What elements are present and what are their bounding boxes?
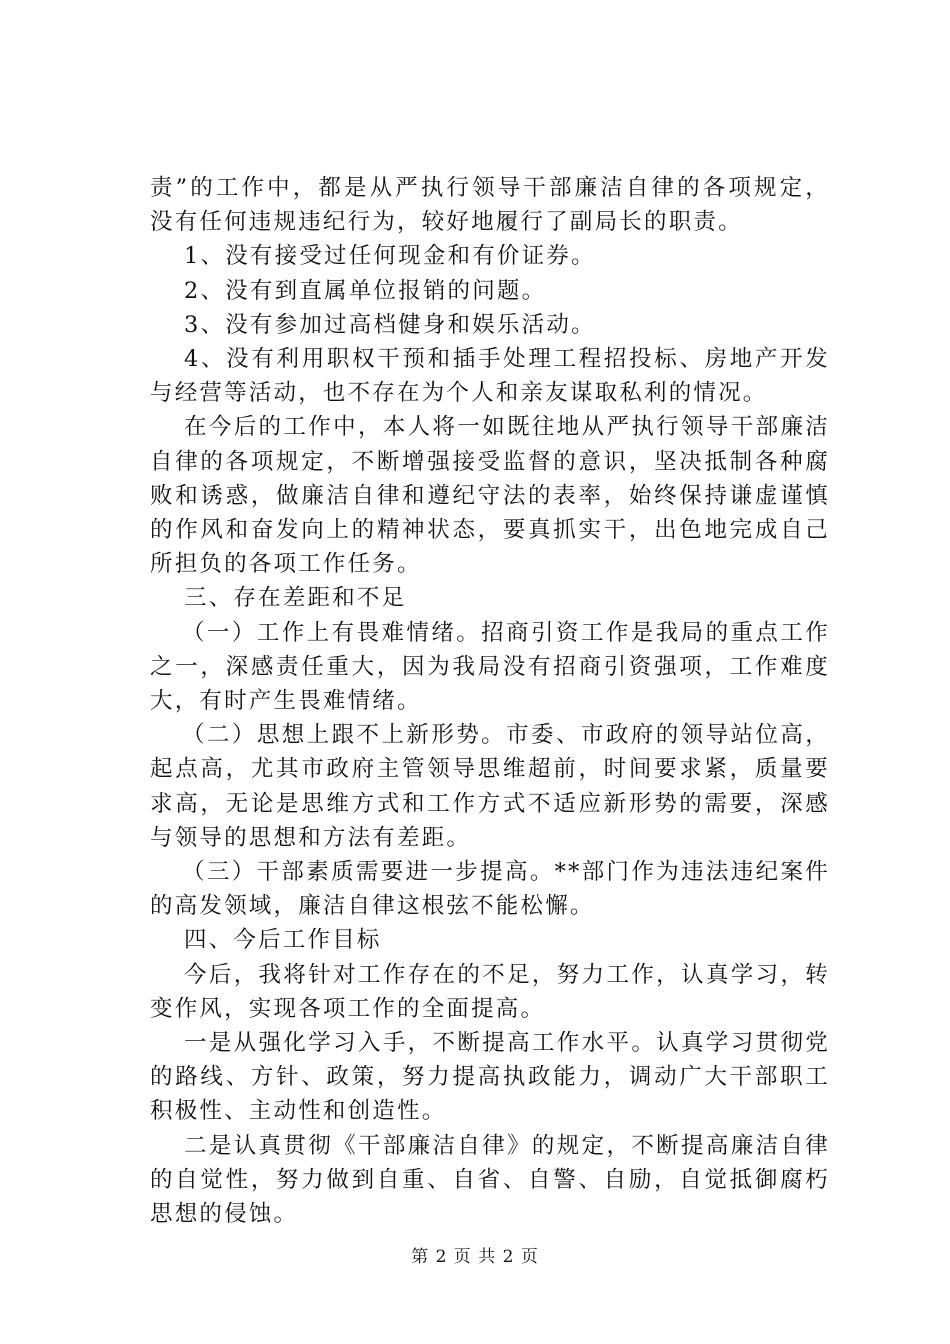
- list-item-3: 3、没有参加过高档健身和娱乐活动。: [184, 311, 596, 338]
- paragraph-gap-2: （二）思想上跟不上新形势。市委、市政府的领导站位高，起点高，尤其市政府主管领导思维超前，时间要求紧，质量要求高，无论是思维方式和工作方式不适应新形势的需要，深感与领导的思想和方法有差距。: [150, 722, 830, 851]
- paragraph-goals-intro: 今后，我将针对工作存在的不足，努力工作，认真学习，转变作风，实现各项工作的全面提高。: [150, 961, 830, 1022]
- page-footer: 第 2 页 共 2 页: [411, 1247, 539, 1267]
- paragraph-gap-3: （三）干部素质需要进一步提高。**部门作为违法违纪案件的高发领域，廉洁自律这根弦不能松懈。: [150, 859, 830, 920]
- paragraph-future-commitment: 在今后的工作中，本人将一如既往地从严执行领导干部廉洁自律的各项规定，不断增强接受监督的意识，坚决抵制各种腐败和诱惑，做廉洁自律和遵纪守法的表率，始终保持谦虚谨慎的作风和奋发向上的精神状态，要真抓实干，出色地完成自己所担负的各项工作任务。: [150, 414, 830, 578]
- list-item-1: 1、没有接受过任何现金和有价证券。: [184, 243, 596, 270]
- list-item-2: 2、没有到直属单位报销的问题。: [184, 277, 547, 304]
- section-heading-goals: 四、今后工作目标: [184, 927, 382, 954]
- paragraph-goal-1: 一是从强化学习入手，不断提高工作水平。认真学习贯彻党的路线、方针、政策，努力提高执政能力，调动广大干部职工积极性、主动性和创造性。: [150, 1030, 830, 1125]
- paragraph-gap-1: （一）工作上有畏难情绪。招商引资工作是我局的重点工作之一，深感责任重大，因为我局没有招商引资强项，工作难度大，有时产生畏难情绪。: [150, 619, 830, 715]
- list-item-4: 4、没有利用职权干预和插手处理工程招投标、房地产开发与经营等活动，也不存在为个人和亲友谋取私利的情况。: [150, 346, 830, 407]
- paragraph-goal-2: 二是认真贯彻《干部廉洁自律》的规定，不断提高廉洁自律的自觉性，努力做到自重、自省、自警、自励，自觉抵御腐朽思想的侵蚀。: [150, 1132, 830, 1228]
- paragraph-intro: 责”的工作中，都是从严执行领导干部廉洁自律的各项规定，没有任何违规违纪行为，较好地履行了副局长的职责。: [150, 175, 830, 236]
- document-body: [150, 171, 830, 1231]
- section-heading-gaps: 三、存在差距和不足: [184, 585, 407, 612]
